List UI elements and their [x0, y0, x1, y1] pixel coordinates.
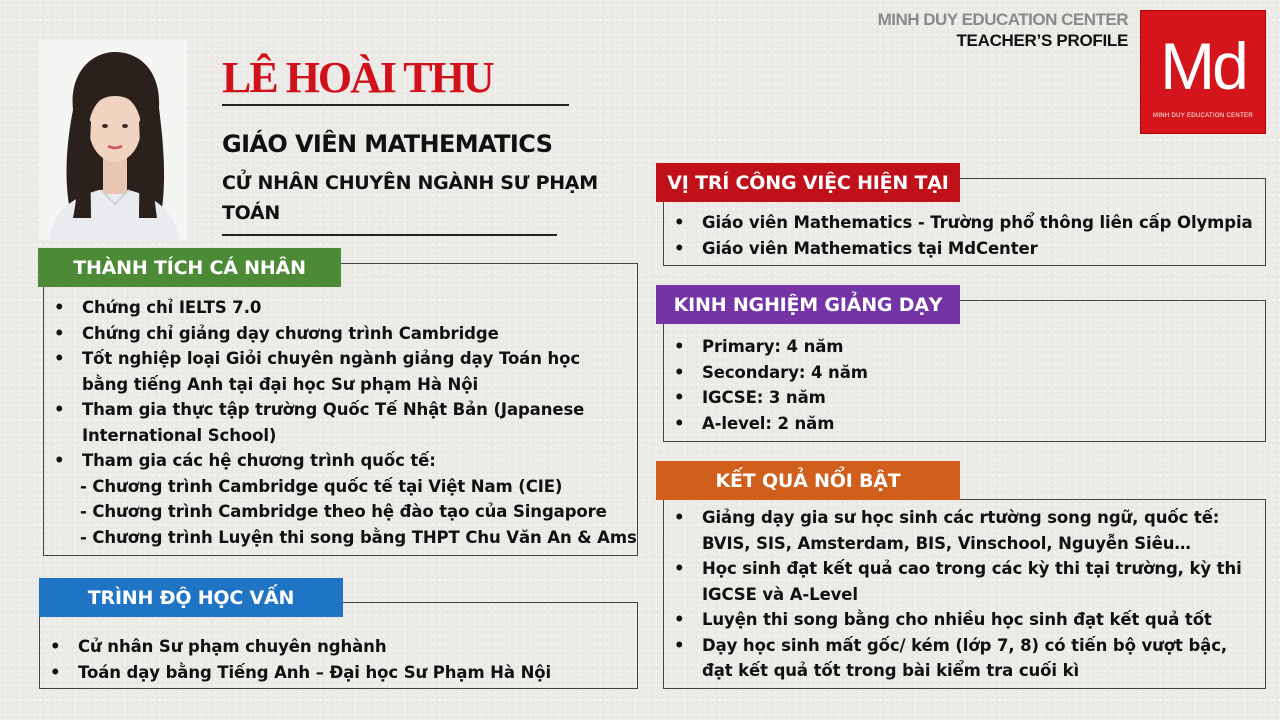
results-list: [664, 500, 1265, 684]
logo-text: MINH DUY EDUCATION CENTER: [1153, 113, 1253, 119]
list-item: • Secondary: 4 năm: [664, 360, 1265, 386]
list-item: • IGCSE: 3 năm: [664, 385, 1265, 411]
list-item: • Cử nhân Sư phạm chuyên nghành: [40, 634, 637, 660]
list-item: • Giảng dạy gia sư học sinh các rtường song ngữ, quốc tế: BVIS, SIS, Amsterdam, BIS, Vinschool, Nguyễn Siêu…: [664, 505, 1247, 556]
achievements-header: THÀNH TÍCH CÁ NHÂN: [38, 248, 341, 287]
md-logo: [1140, 10, 1266, 134]
list-item: • Tham gia thực tập trường Quốc Tế Nhật Bản (Japanese International School): [44, 397, 637, 448]
achievements-list: [44, 264, 637, 550]
results-header: KẾT QUẢ NỔI BẬT: [656, 461, 960, 500]
current-position-header: VỊ TRÍ CÔNG VIỆC HIỆN TẠI: [656, 163, 960, 202]
profile-label: TEACHER’S PROFILE: [956, 31, 1128, 50]
list-item: • Tốt nghiệp loại Giỏi chuyên ngành giảng dạy Toán học bằng tiếng Anh tại đại học Sư phạm Hà Nội: [44, 346, 637, 397]
degree-divider: [222, 234, 557, 236]
list-item: • A-level: 2 năm: [664, 411, 1265, 437]
list-item: • Học sinh đạt kết quả cao trong các kỳ thi tại trường, kỳ thi IGCSE và A-Level: [664, 556, 1247, 607]
experience-header: KINH NGHIỆM GIẢNG DẠY: [656, 285, 960, 324]
list-item: • Primary: 4 năm: [664, 334, 1265, 360]
list-item: • Toán dạy bằng Tiếng Anh – Đại học Sư Phạm Hà Nội: [40, 660, 637, 686]
teacher-degree: CỬ NHÂN CHUYÊN NGÀNH SƯ PHẠM TOÁN: [222, 172, 598, 224]
list-item: • Chứng chỉ giảng dạy chương trình Cambridge: [44, 321, 637, 347]
name-divider: [222, 104, 569, 106]
sub-list-item: - Chương trình Luyện thi song bằng THPT Chu Văn An & Ams: [80, 527, 637, 547]
list-item: • Dạy học sinh mất gốc/ kém (lớp 7, 8) có tiến bộ vượt bậc, đạt kết quả tốt trong bài kiểm tra cuối kì: [664, 633, 1247, 684]
center-name: MINH DUY EDUCATION CENTER: [877, 10, 1128, 29]
education-header: TRÌNH ĐỘ HỌC VẤN: [39, 578, 343, 617]
list-item: • Giáo viên Mathematics tại MdCenter: [664, 236, 1265, 262]
list-item: • Chứng chỉ IELTS 7.0: [44, 295, 637, 321]
teacher-photo: [39, 40, 187, 240]
list-item: • Giáo viên Mathematics - Trường phổ thông liên cấp Olympia: [664, 210, 1265, 236]
list-item: • Tham gia các hệ chương trình quốc tế:: [44, 448, 637, 474]
results-box: [663, 499, 1266, 689]
sub-list-item: - Chương trình Cambridge theo hệ đào tạo của Singapore: [80, 502, 607, 521]
sub-list-item: - Chương trình Cambridge quốc tế tại Việt Nam (CIE): [80, 476, 563, 496]
teacher-role: GIÁO VIÊN MATHEMATICS: [222, 130, 553, 158]
list-item: • Luyện thi song bằng cho nhiều học sinh đạt kết quả tốt: [664, 607, 1247, 633]
achievements-box: [43, 263, 638, 556]
logo-mark: Md: [1160, 29, 1246, 103]
teacher-name: LÊ HOÀI THU: [222, 53, 493, 102]
